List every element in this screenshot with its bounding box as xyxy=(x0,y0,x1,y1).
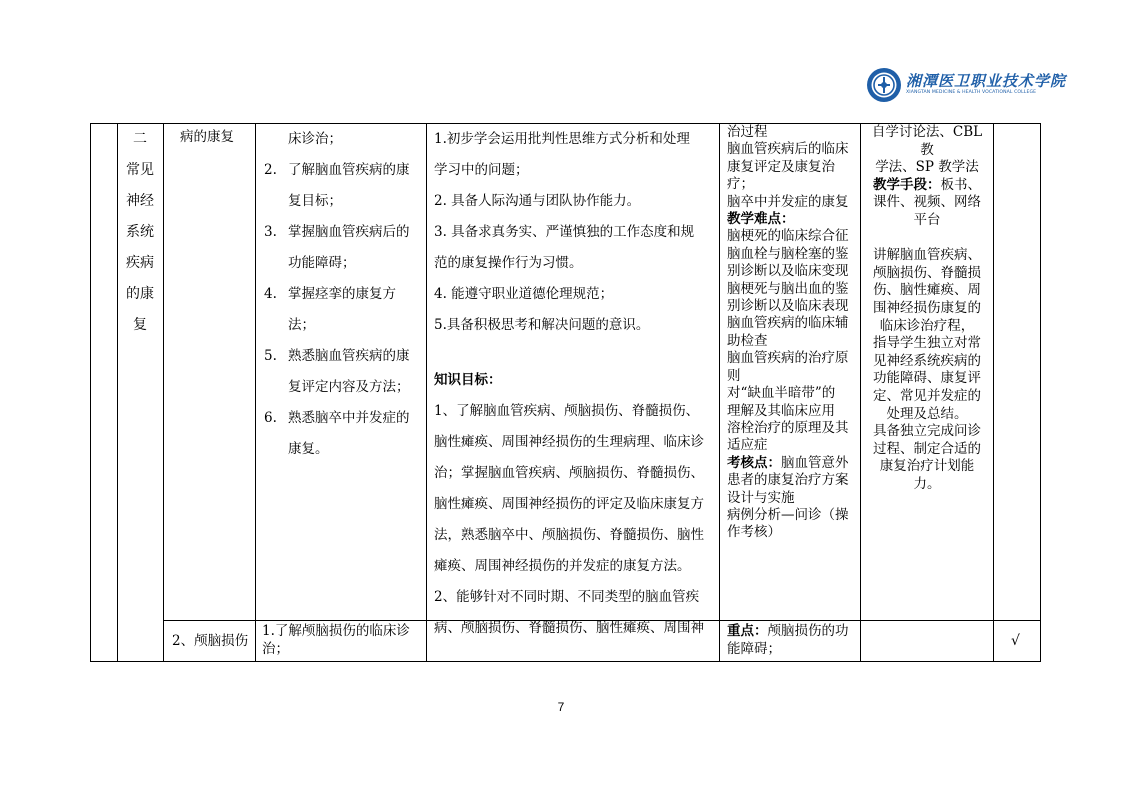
table-border xyxy=(860,123,861,662)
list-item: 4. 掌握痉挛的康复方法； xyxy=(264,286,396,333)
row2-key-point: 重点：颅脑损伤的功 能障碍； xyxy=(727,623,849,657)
objectives-list xyxy=(264,124,422,465)
table-border xyxy=(163,123,164,662)
teaching-methods: 自学讨论法、CBL 教 学法、SP 教学法 教学手段：板书、 课件、视频、网络 平台 讲解脑血管疾病、 颅脑损伤、脊髓损 伤、脑性瘫痪、周 围神经损伤康复的 临床诊治疗程， 指导学生独立对常 见神经系统疾病的 功能障碍、康复评 定、常见并发症的 处理及总结。 具备独立完成问诊 过程、制定合适的 康复治疗计划能 力。 xyxy=(871,124,983,492)
list-item: 6. 熟悉脑卒中并发症的康复。 xyxy=(264,410,410,457)
knowledge-heading: 知识目标： xyxy=(434,372,502,388)
assess-label: 考核点： xyxy=(727,454,781,471)
difficulty-label: 教学难点： xyxy=(727,211,795,228)
college-name-cn: 湘潭医卫职业技术学院 xyxy=(906,72,1067,90)
table-border xyxy=(1040,123,1041,662)
table-border xyxy=(117,123,118,662)
list-item: 2. 了解脑血管疾病的康复目标； xyxy=(264,162,410,209)
goals-text: 1.初步学会运用批判性思维方式分析和处理 学习中的问题； 2. 具备人际沟通与团队协作能力。 3. 具备求真务实、严谨慎独的工作态度和规 范的康复操作行为习惯。 4. 能遵守职业道德伦理规范； 5.具备积极思考和解决问题的意识。 知识目标： 1、了解脑血管疾病、颅脑损伤、脊髓损伤、 脑性瘫痪、周围神经损伤的生理病理、临床诊 治；掌握脑血管疾病、颅脑损伤、脊髓损伤、 脑性瘫痪、周围神经损伤的评定及临床康复方 法，熟悉脑卒中、颅脑损伤、脊髓损伤、脑性 瘫痪、周围神经损伤的并发症的康复方法。 2、能够针对不同时期、不同类型的脑血管疾 病、颅脑损伤、脊髓损伤、脑性瘫痪、周围神 xyxy=(434,124,714,644)
table-border xyxy=(90,661,1041,662)
table-border xyxy=(719,123,720,662)
list-item: 3. 掌握脑血管疾病后的功能障碍； xyxy=(264,224,410,271)
table-border xyxy=(255,123,256,662)
means-label: 教学手段： xyxy=(873,176,941,193)
row2-objectives: 1.了解颅脑损伤的临床诊 治； xyxy=(262,623,410,657)
check-mark: √ xyxy=(1011,633,1020,649)
section-title: 二 常见 神经 系统 疾病 的康 复 xyxy=(126,131,154,333)
unit-name: 2、颅脑损伤 xyxy=(172,633,249,649)
table-border xyxy=(993,123,994,662)
key-points: 治过程 脑血管疾病后的临床 康复评定及康复治 疗； 脑卒中并发症的康复 教学难点： 脑梗死的临床综合征 脑血栓与脑栓塞的鉴 别诊断以及临床变现 脑梗死与脑出血的鉴 别诊断以及临床表现 脑血管疾病的临床辅 助检查 脑血管疾病的治疗原 则 对“缺血半暗带”的 理解及其临床应用 溶栓治疗的原理及其 适应症 考核点：脑血管意外 患者的康复治疗方案 设计与实施 病例分析—问诊（操 作考核） xyxy=(727,124,857,542)
college-logo xyxy=(866,67,1067,105)
college-name-en: XIANGTAN MEDICINE & HEALTH VOCATIONAL COLLEGE xyxy=(906,90,1037,95)
unit-name: 病的康复 xyxy=(180,129,234,145)
college-emblem-icon xyxy=(866,67,902,103)
list-item: 5. 熟悉脑血管疾病的康复评定内容及方法； xyxy=(264,348,410,395)
list-item: 床诊治； xyxy=(288,131,342,147)
table-border xyxy=(90,123,91,662)
page-number: 7 xyxy=(557,700,565,714)
table-border xyxy=(426,123,427,662)
